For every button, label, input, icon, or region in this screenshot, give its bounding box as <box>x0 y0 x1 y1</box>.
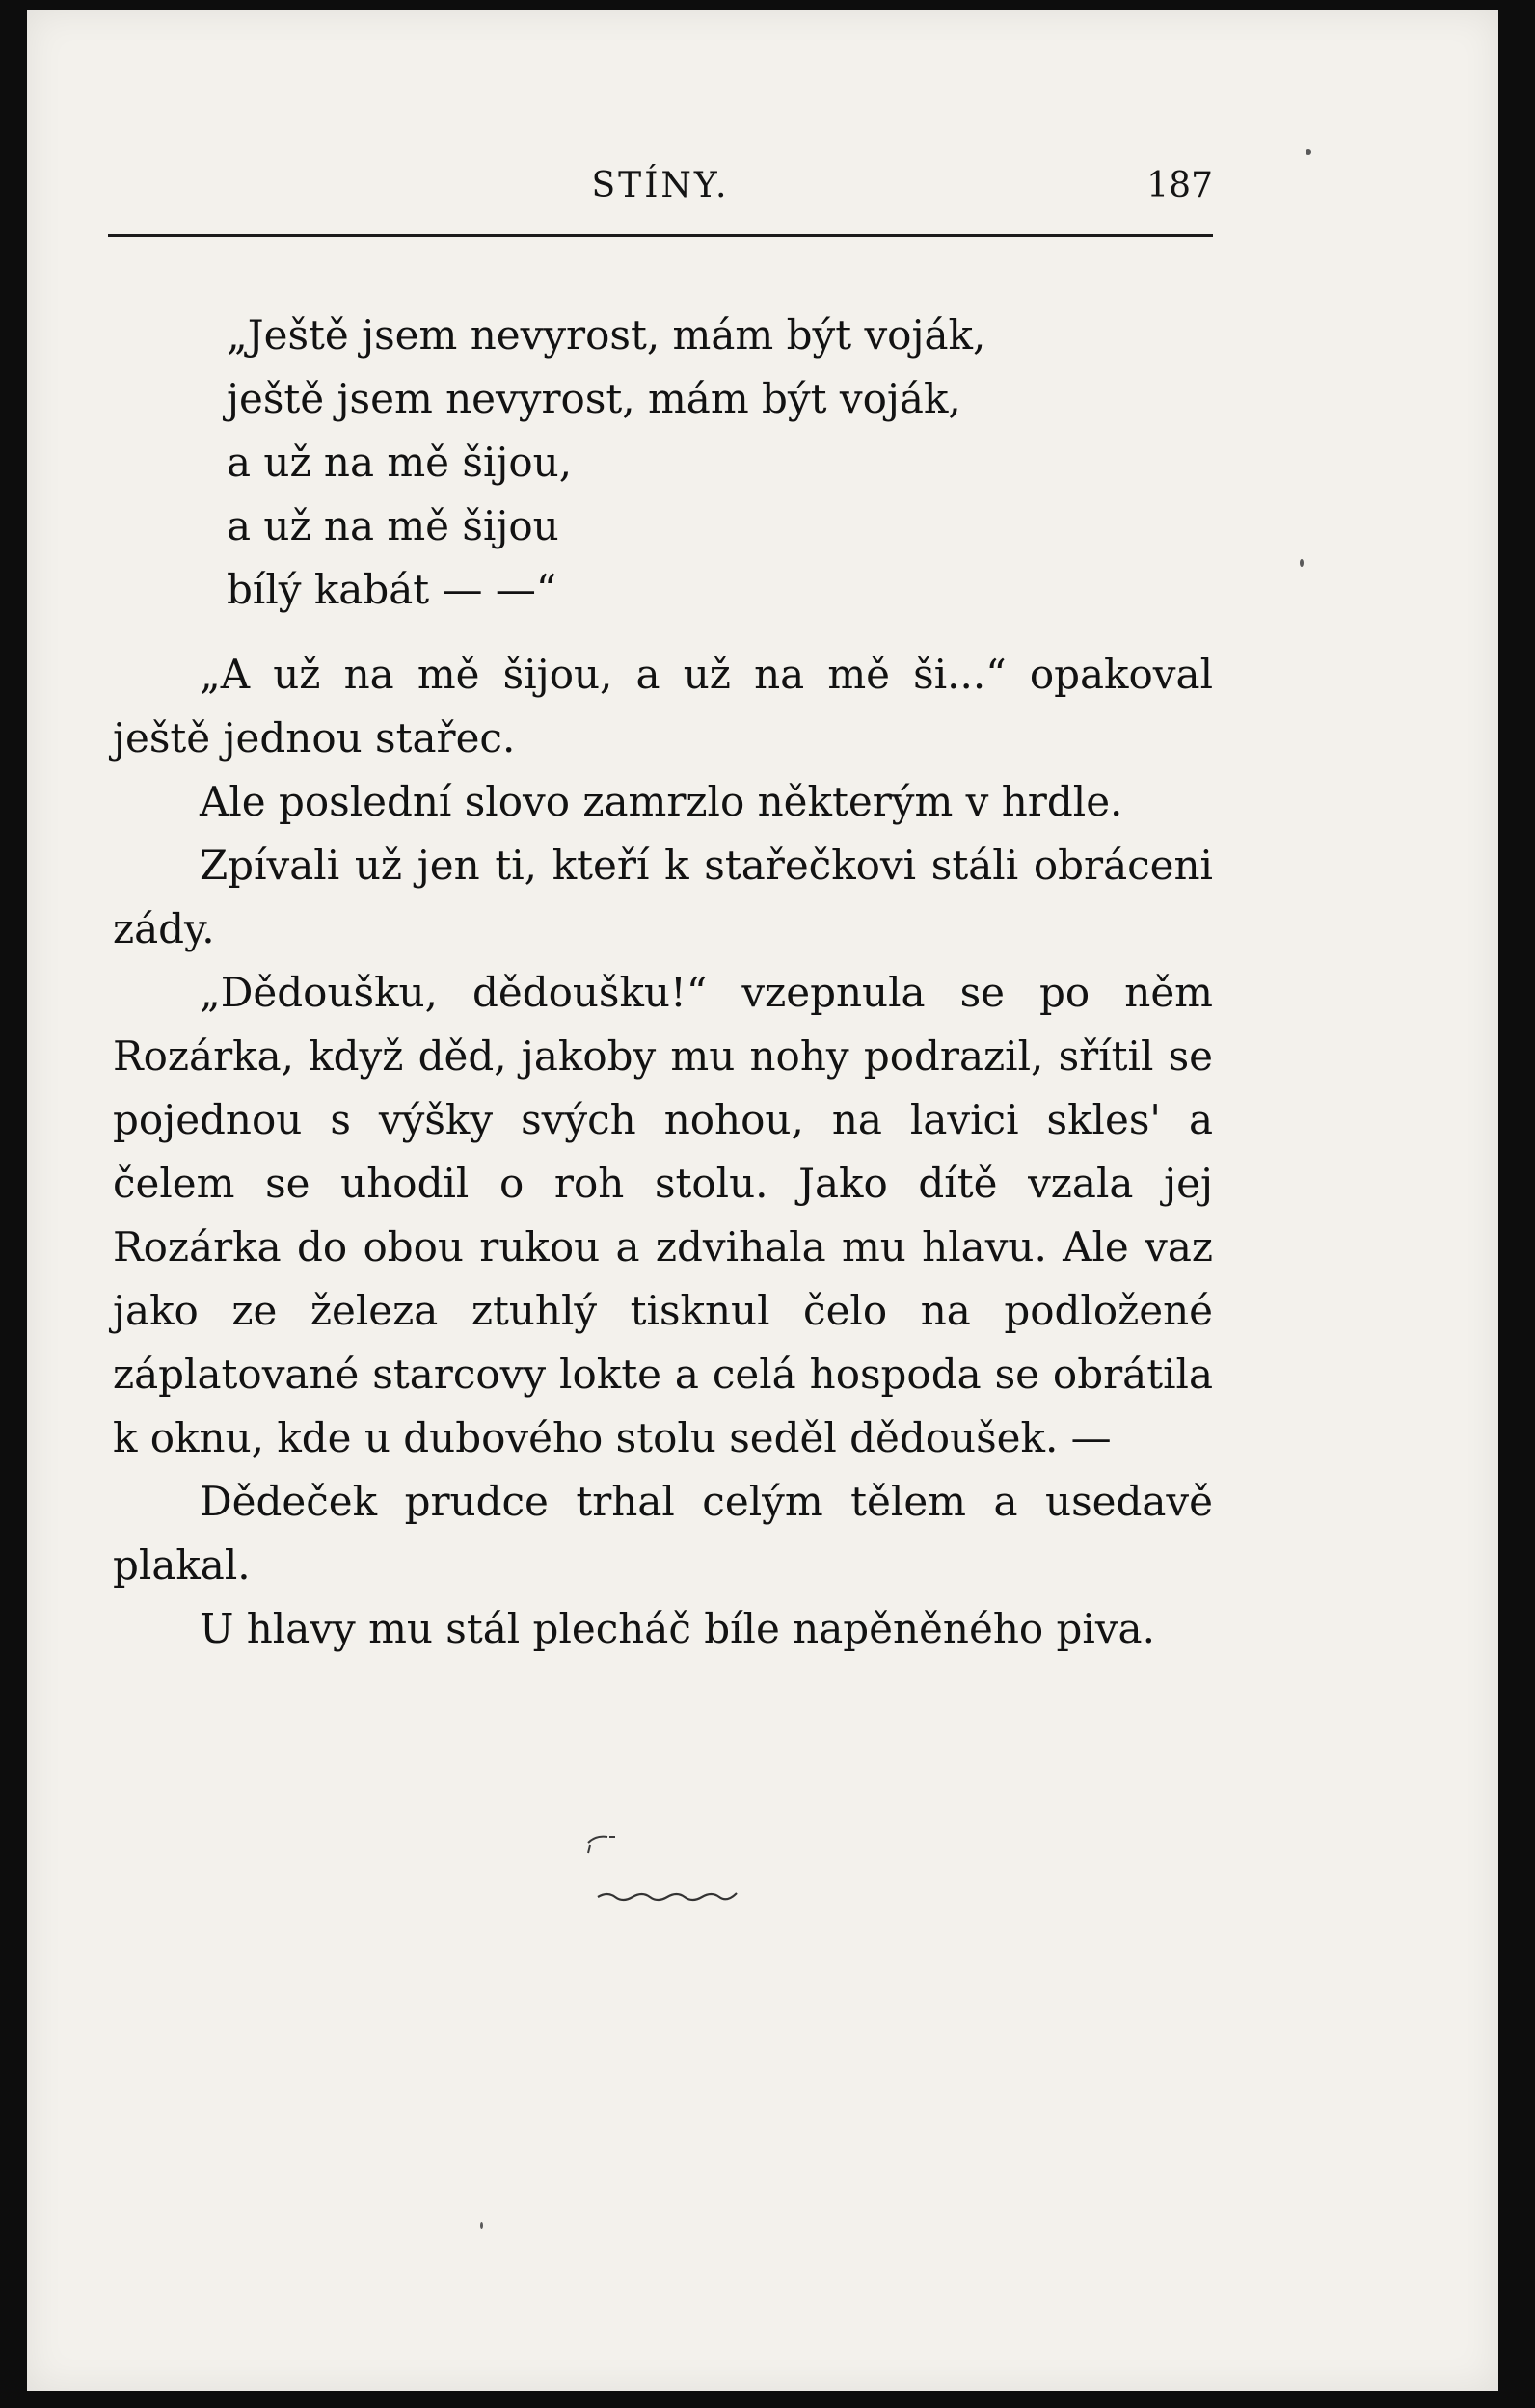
paragraph: U hlavy mu stál plecháč bíle napěněného piva. <box>200 1605 1155 1652</box>
paragraph: „A už na mě šijou, a už na mě ši...“ opakoval ještě jednou stařec. <box>113 651 1213 762</box>
text-body <box>113 304 1213 1661</box>
ink-speck <box>480 2222 483 2229</box>
end-ornament <box>559 1832 791 1918</box>
paragraph: „Dědoušku, dědoušku!“ vzepnula se po něm Rozárka, když děd, jakoby mu nohy podrazil, sřítil se pojednou s výšky svých nohou, na lavici skles' a čelem se uhodil o roh stolu. Jako dítě vzala jej Rozárka do obou rukou a zdvihala mu hlavu. Ale vaz jako ze železa ztuhlý tisknul čelo na podložené záplatované starcovy lokte a celá hospoda se obrátila k oknu, kde u dubového stolu seděl dědoušek. — <box>113 969 1213 1461</box>
ink-speck <box>1300 559 1304 567</box>
verse-line: bílý kabát — —“ <box>227 566 557 613</box>
verse-line: a už na mě šijou <box>227 502 559 549</box>
verse-line: a už na mě šijou, <box>227 439 573 486</box>
verse-line: ještě jsem nevyrost, mám být voják, <box>227 375 961 422</box>
verse-line: „Ještě jsem nevyrost, mám být voják, <box>227 311 986 359</box>
song-verse <box>227 304 1213 622</box>
paragraph: Ale poslední slovo zamrzlo některým v hrdle. <box>200 778 1123 825</box>
running-header <box>108 154 1213 222</box>
paragraph: Dědeček prudce trhal celým tělem a usedavě plakal. <box>113 1478 1213 1589</box>
paragraph: Zpívali už jen ti, kteří k stařečkovi stáli obráceni zády. <box>113 842 1213 952</box>
page-number: 187 <box>1146 166 1213 205</box>
running-title: STÍNY. <box>591 166 730 205</box>
ink-speck <box>1306 149 1311 155</box>
header-rule <box>108 234 1213 237</box>
